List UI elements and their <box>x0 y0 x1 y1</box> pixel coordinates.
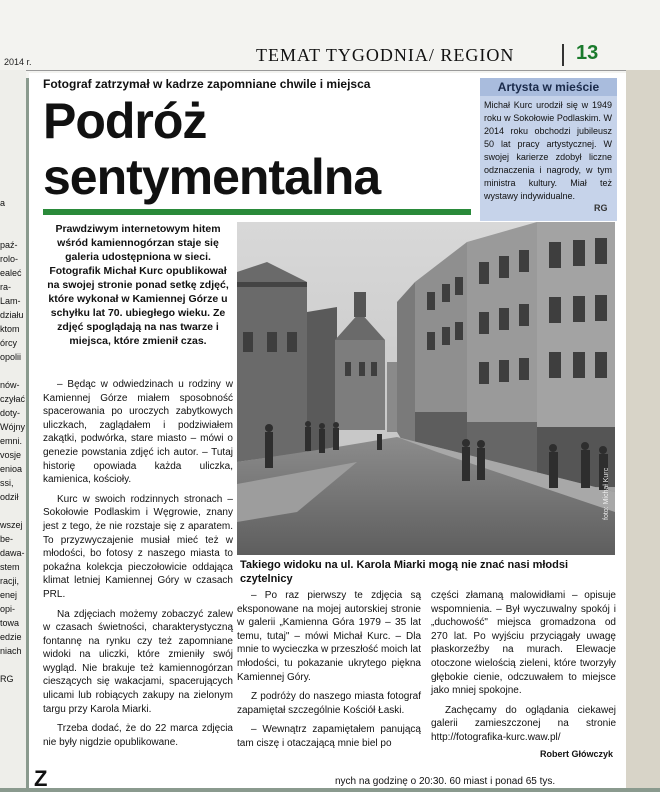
previous-article-line: ra- <box>0 282 11 292</box>
previous-article-line: doty- <box>0 408 21 418</box>
previous-article-line: be- <box>0 534 14 544</box>
article-lead: Prawdziwym internetowym hitem wśród kamiennogórzan staje się galeria udostępniona w sieci. Fotografik Michał Kurc opublikował na swojej stronie ponad setkę zdjęć, które wykonał w Kamiennej Górze u schyłku lat 70. ubiegłego wieku. Ze zdjęć spoglądają na nas twarze i miejsca, które zmienił czas. <box>47 223 229 347</box>
sidebar-signature: RG <box>594 203 608 213</box>
previous-article-line: odził <box>0 492 19 502</box>
photo-credit: foto: Michał Kurc <box>603 467 610 520</box>
previous-article-line: dawa- <box>0 548 25 558</box>
sidebar-text: Michał Kurc urodził się w 1949 roku w Sokołowie Podlaskim. W 2014 roku obchodzi jubileusz 50 lat pracy artystycznej. W swojej karierze zdobył liczne odznaczenia i nagrody, w tym ministra kultury. Miał też wystawy indywidualne. <box>484 100 612 201</box>
previous-article-line: rolo- <box>0 254 19 264</box>
paragraph: Na zdjęciach możemy zobaczyć zalew w czasach świetności, charakterystyczną fontannę na rynku czy też zapomniane widoki na uliczki, które zmieniły swój wygląd. Nie brakuje też kamiennogórzan cieszących się wakacjami, spacerujących ulicami lub robiących zakupy na zielonym targu przy Karola Miarki. <box>43 608 233 715</box>
previous-article-line: opolii <box>0 352 22 362</box>
header-band <box>0 0 660 78</box>
previous-article-column <box>0 70 26 788</box>
previous-article-line: vosje <box>0 450 22 460</box>
previous-article-line: towa <box>0 618 20 628</box>
paragraph: – Będąc w odwiedzinach u rodziny w Kamiennej Górze miałem sposobność spacerowania po uroczych zabytkowych uliczkach, zaglądałem i podziwiałem zakątki, podwórka, stare miasto – mówi o genezie powstania zdjęć ich autor. – Tutaj historię opowiada każda uliczka, kamienica, kościoły. <box>43 379 233 486</box>
previous-article-line: czyłać <box>0 394 26 404</box>
previous-article-line: Wójny <box>0 422 26 432</box>
body-column-1 <box>43 378 233 755</box>
photo-caption: Takiego widoku na ul. Karola Miarki mogą nie znać nasi młodsi czytelnicy <box>240 559 569 585</box>
previous-article-line: Lam- <box>0 296 21 306</box>
article-title-line-1: Podróż <box>43 93 207 149</box>
previous-article-line: RG <box>0 674 14 684</box>
previous-article-line: emni. <box>0 436 23 446</box>
next-article-text: nych na godzinę o 20:30. 60 miast i ponad 65 tys. <box>335 776 556 787</box>
previous-article-line: racji, <box>0 576 20 586</box>
paragraph: Z podróży do naszego miasta fotograf zapamiętał szczególnie Kościół Łaski. <box>237 691 421 716</box>
previous-article-line: wszej <box>0 520 23 530</box>
paragraph: Trzeba dodać, że do 22 marca zdjęcia nie były nigdzie opublikowane. <box>43 723 233 748</box>
previous-article-line: a <box>0 198 6 208</box>
previous-article-line: ealeć <box>0 268 22 278</box>
paragraph: – Wewnątrz zapamiętałem panującą tam ciszę i otaczającą mnie biel po <box>237 724 421 749</box>
article-kicker: Fotograf zatrzymał w kadrze zapomniane chwile i miejsca <box>43 77 371 91</box>
article-author: Robert Główczyk <box>540 749 614 759</box>
title-underline <box>43 209 471 215</box>
paragraph: – Po raz pierwszy te zdjęcia są eksponowane na mojej autorskiej stronie w galerii „Kamienna Góra 1979 – 35 lat temu, tutaj" – mówi Michał Kurc. – Dla mnie to wycieczka w przeszłość moich lat młodości, tu pokazanie ukrytego piękna Kamiennej Góry. <box>237 590 421 683</box>
sidebar-title: Artysta w mieście <box>497 80 600 94</box>
header-divider <box>562 44 564 66</box>
previous-article-line: ssi, <box>0 478 14 488</box>
previous-article-line: opi- <box>0 604 16 614</box>
page-number: 13 <box>576 42 599 64</box>
previous-article-line: działu <box>0 310 24 320</box>
previous-article-line: stem <box>0 562 20 572</box>
right-margin <box>626 70 660 788</box>
paragraph: części złamaną malowidłami – opisuje wspomnienia. – Był wyczuwalny spokój i „duchowość" miejsca gromadzona od 270 lat. Po wyjściu przyciągały uwagę płaskorzeźby na murach. Elewacje otoczone wielością zieleni, które tworzyły głębokie cienie, odczuwałem to miejsce jako mniej spokojne. <box>431 590 616 697</box>
previous-article-line: edzie <box>0 632 22 642</box>
header-rule <box>0 70 660 71</box>
previous-article-line: ktom <box>0 324 20 334</box>
previous-article-line: órcy <box>0 338 18 348</box>
previous-article-line: nów- <box>0 380 20 390</box>
next-article-initial: Z <box>34 766 48 791</box>
previous-article-line: enioa <box>0 464 23 474</box>
street-photo <box>237 222 615 555</box>
body-column-3 <box>431 589 616 751</box>
header-date: 2014 r. <box>4 57 32 67</box>
paragraph: Zachęcamy do oglądania ciekawej galerii zamieszczonej na stronie http://fotografika-kurc.waw.pl/ <box>431 704 616 743</box>
article-title-line-2: sentymentalna <box>43 149 381 205</box>
paragraph: Kurc w swoich rodzinnych stronach – Sokołowie Podlaskim i Węgrowie, znany jest z tego, że nie rozstaje się z aparatem. To przyzwyczajenie musiał mieć też w młodości, bo fotosy z naszego miasta to pokaźna kolekcja pieczołowicie oddająca klimat letniej Kamiennej Góry w czasach PRL. <box>43 493 233 600</box>
body-column-2 <box>237 589 421 757</box>
previous-article-line: enej <box>0 590 18 600</box>
previous-article-line: paź- <box>0 240 18 250</box>
previous-article-line: niach <box>0 646 22 656</box>
section-title: TEMAT TYGODNIA/ REGION <box>256 45 515 65</box>
